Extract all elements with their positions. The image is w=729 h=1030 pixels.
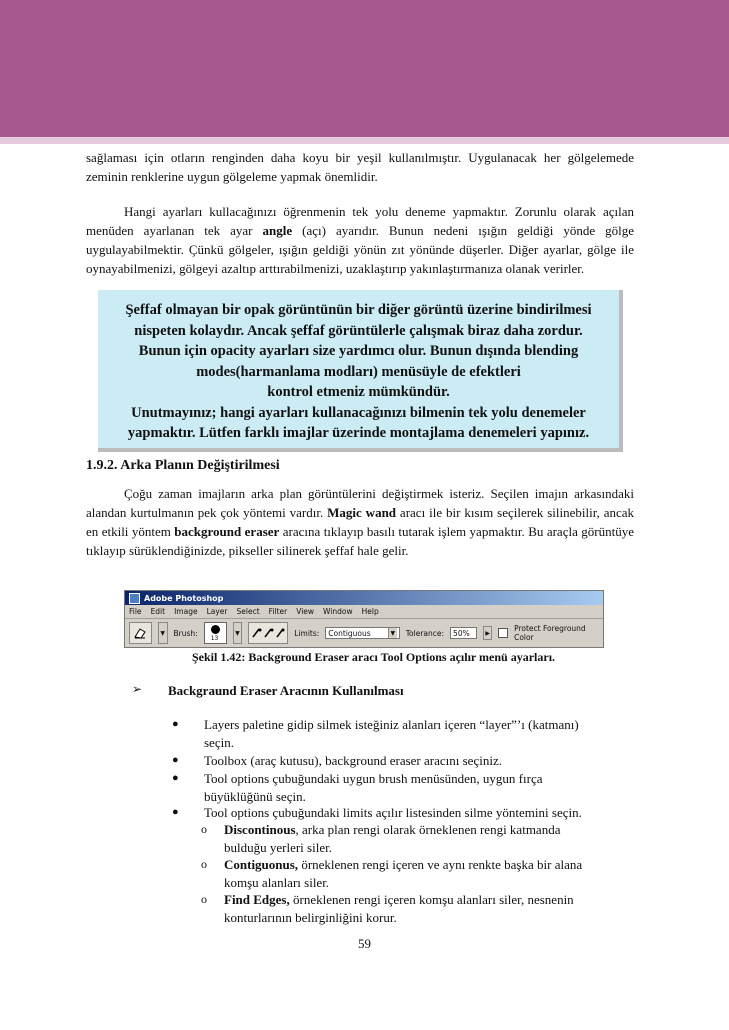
callout-line: kontrol etmeniz mümkündür.: [267, 384, 450, 400]
photoshop-window: [124, 590, 604, 648]
menu-file[interactable]: File: [129, 607, 142, 616]
tool-preset-dropdown-icon[interactable]: ▼: [158, 622, 168, 644]
callout-line: Bunun için opacity ayarları size yardımcı olur. Bunun dışında blending: [138, 343, 579, 359]
callout-line: yapmaktır. Lütfen farklı imajlar üzerinde montajlama denemeleri yapınız.: [127, 425, 590, 441]
intro-paragraph: sağlaması için otların renginden daha koyu bir yeşil kullanılmıştır. Uygulanacak her gölgelemede zeminin renklerine uygun gölgeleme yapmak önemlidir.: [86, 150, 634, 184]
brush-picker[interactable]: [204, 622, 227, 644]
bullet-icon: ●: [172, 806, 179, 818]
list-item: [204, 716, 632, 751]
menu-image[interactable]: Image: [174, 607, 198, 616]
paragraph-angle: [86, 202, 634, 278]
brush-label: Brush:: [173, 628, 198, 638]
callout-line: nispeten kolaydır. Ancak şeffaf görüntülerle çalışmak biraz daha zordur.: [134, 322, 583, 339]
circle-bullet-icon: o: [201, 822, 207, 836]
tolerance-input[interactable]: [450, 627, 477, 639]
circle-bullet-icon: o: [201, 857, 207, 871]
limits-select[interactable]: [325, 627, 399, 639]
paragraph-text: aracına tıklayıp basılı tutarak işlem yapmaktır. Bu araçla görüntüye tıklayıp sürüklendiğinizde, pikseller silinerek şeffaf hale gelir.: [86, 524, 634, 558]
arrow-bullet-icon: ➢: [132, 682, 143, 696]
method-name: Find Edges,: [224, 892, 290, 907]
list-item-text: büyüklüğünü seçin.: [204, 788, 306, 804]
header-band: [0, 0, 729, 137]
callout-box: [98, 290, 623, 452]
brush-tip-icon: [211, 625, 220, 634]
list-item: [204, 770, 632, 805]
paragraph-text: Hangi ayarları kullacağınızı öğrenmenin tek yolu deneme yapmaktır. Zorunlu olarak açılan menüden ayarlanan tek ayar: [86, 204, 634, 238]
tool-options-bar: [125, 619, 603, 647]
chevron-down-icon: ▼: [388, 628, 397, 638]
subsection-heading: Backgraund Eraser Aracının Kullanılması: [168, 683, 404, 698]
section-paragraph: [86, 484, 634, 560]
brush-size: 13: [210, 635, 219, 642]
bold-term: angle: [262, 223, 293, 238]
brush-dropdown-icon[interactable]: ▼: [233, 622, 243, 644]
list-item-text: Tool options çubuğundaki uygun brush menüsünden, uygun fırça: [204, 771, 543, 786]
figure-caption: Şekil 1.42: Background Eraser aracı Tool Options açılır menü ayarları.: [192, 650, 556, 664]
list-item: [224, 891, 632, 926]
list-item-text: Layers paletine gidip silmek isteğiniz alanları içeren “layer”’ı (katmanı): [204, 717, 579, 732]
page-number: 59: [358, 936, 371, 951]
callout-line: Unutmayınız; hangi ayarları kullanacağınızı bilmenin tek yolu denemeler: [131, 404, 586, 421]
limits-value: Contiguous: [328, 628, 371, 638]
list-item-text: konturlarının belirginliğini korur.: [224, 909, 397, 925]
bold-term: background eraser: [174, 524, 280, 539]
list-item: Toolbox (araç kutusu), background eraser aracını seçiniz.: [204, 753, 502, 768]
menu-window[interactable]: Window: [323, 607, 353, 616]
tolerance-value: 50%: [453, 628, 470, 638]
list-item: Tool options çubuğundaki limits açılır listesinden silme yöntemini seçin.: [204, 805, 582, 820]
menu-help[interactable]: Help: [361, 607, 379, 616]
callout-line: modes(harmanlama modları) menüsüyle de efektleri: [196, 363, 521, 380]
header-stripe: [0, 137, 729, 144]
menu-filter[interactable]: Filter: [268, 607, 288, 616]
background-eraser-tool-icon[interactable]: [129, 622, 152, 644]
menu-layer[interactable]: Layer: [206, 607, 228, 616]
title-bar: [125, 591, 603, 605]
section-heading: 1.9.2. Arka Planın Değiştirilmesi: [86, 458, 280, 473]
paragraph-text: aracı ile bir kısım seçilerek silinebilir, ancak en etkili yöntem: [86, 505, 635, 539]
list-item: [224, 856, 632, 891]
bullet-icon: ●: [172, 718, 179, 730]
list-item-text: bulduğu yerleri siler.: [224, 839, 332, 855]
list-item-text: örneklenen rengi içeren ve aynı renkte başka bir alana: [298, 857, 583, 872]
menu-bar: [125, 605, 603, 619]
bold-term: Magic wand: [327, 505, 397, 520]
method-name: Discontinous: [224, 822, 296, 837]
bullet-icon: ●: [172, 754, 179, 766]
menu-view[interactable]: View: [296, 607, 315, 616]
list-item-text: örneklenen rengi içeren komşu alanları siler, nesnenin: [289, 892, 574, 907]
protect-label: Protect Foreground Color: [514, 624, 586, 642]
tolerance-label: Tolerance:: [405, 628, 445, 638]
method-name: Contiguonus,: [224, 857, 299, 872]
sampling-options-icon[interactable]: [248, 622, 288, 644]
bullet-icon: ●: [172, 772, 179, 784]
list-item: [224, 821, 632, 856]
list-item-text: seçin.: [204, 734, 234, 750]
limits-label: Limits:: [294, 628, 320, 638]
protect-foreground-checkbox[interactable]: [498, 628, 508, 638]
list-item-text: , arka plan rengi olarak örneklenen rengi katmanda: [295, 822, 561, 837]
callout-line: Şeffaf olmayan bir opak görüntünün bir diğer görüntü üzerine bindirilmesi: [125, 302, 592, 318]
paragraph-text: (açı) ayarıdır. Bunun nedeni ışığın geldiği yönde gölge uygulayabilmektir. Çünkü gölgeler, ışığın geldiği yönün zıt yönünde düşerler. Diğer ayarlar, gölge ile oynayabilmenizi, gölgeyi azaltıp arttırabilmenizi, uzaklaştırıp yakınlaştırmanıza olanak verirler.: [86, 223, 634, 276]
photoshop-app-icon: [129, 593, 140, 604]
paragraph-text: Çoğu zaman imajların arka plan görüntülerini değiştirmek isteriz. Seçilen imajın arkasındaki alandan kurtulmanın pek çok yöntemi vardır.: [86, 486, 634, 520]
list-item-text: komşu alanları siler.: [224, 874, 330, 890]
tolerance-slider-icon[interactable]: ▶: [483, 626, 493, 640]
menu-edit[interactable]: Edit: [150, 607, 166, 616]
window-title: Adobe Photoshop: [144, 593, 224, 603]
circle-bullet-icon: o: [201, 892, 207, 906]
menu-select[interactable]: Select: [236, 607, 260, 616]
